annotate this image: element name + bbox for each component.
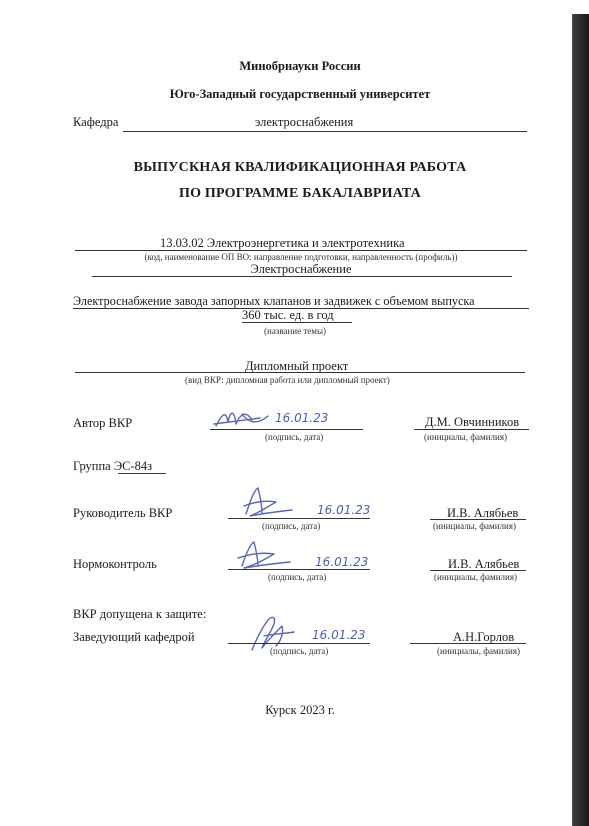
head-name-caption: (инициалы, фамилия)	[437, 646, 520, 656]
work-type-underline	[75, 372, 525, 373]
author-label: Автор ВКР	[73, 416, 133, 430]
normcontrol-sig-caption: (подпись, дата)	[268, 572, 327, 582]
normcontrol-signature	[230, 538, 292, 572]
author-name: Д.М. Овчинников	[425, 415, 520, 429]
normcontrol-name-underline	[430, 570, 526, 571]
head-of-department-label: Заведующий кафедрой	[73, 630, 195, 644]
direction-caption: (код, наименование ОП ВО: направление подготовки, направленность (профиль))	[144, 252, 458, 262]
supervisor-label: Руководитель ВКР	[73, 506, 173, 520]
author-name-caption: (инициалы, фамилия)	[424, 432, 507, 442]
normcontrol-label: Нормоконтроль	[73, 557, 157, 571]
supervisor-sig-underline	[228, 518, 370, 519]
normcontrol-name: И.В. Алябьев	[448, 557, 520, 571]
profile-underline	[92, 276, 512, 277]
topic-line1: Электроснабжение завода запорных клапанов и задвижек с объемом выпуска	[73, 294, 475, 308]
supervisor-name: И.В. Алябьев	[447, 506, 519, 520]
group-text: Группа ЭС-84з	[73, 459, 153, 473]
author-sig-underline	[210, 429, 363, 430]
direction-value: 13.03.02 Электроэнергетика и электротехника	[160, 236, 405, 250]
admission-text: ВКР допущена к защите:	[73, 607, 207, 621]
supervisor-date: 16.01.23	[317, 503, 371, 517]
department-underline	[123, 131, 527, 132]
city-year: Курск 2023 г.	[265, 703, 335, 717]
direction-underline	[75, 250, 527, 251]
head-date: 16.01.23	[312, 628, 366, 642]
document-title-line1: ВЫПУСКНАЯ КВАЛИФИКАЦИОННАЯ РАБОТА	[133, 160, 467, 175]
university-name: Юго-Западный государственный университет	[169, 87, 431, 101]
supervisor-signature	[236, 484, 296, 522]
document-title-line2: ПО ПРОГРАММЕ БАКАЛАВРИАТА	[179, 186, 421, 201]
head-sig-caption: (подпись, дата)	[270, 646, 329, 656]
head-sig-underline	[228, 643, 370, 644]
topic-caption: (название темы)	[264, 326, 327, 336]
normcontrol-name-caption: (инициалы, фамилия)	[434, 572, 517, 582]
work-type-value: Дипломный проект	[245, 359, 349, 373]
normcontrol-sig-underline	[228, 569, 370, 570]
work-type-caption: (вид ВКР: дипломная работа или дипломный проект)	[185, 375, 390, 385]
group-underline	[118, 473, 166, 474]
author-sig-caption: (подпись, дата)	[265, 432, 324, 442]
supervisor-sig-caption: (подпись, дата)	[262, 521, 321, 531]
department-label: Кафедра	[73, 115, 119, 129]
author-date: 16.01.23	[275, 411, 329, 425]
ministry-name: Минобрнауки России	[239, 59, 361, 73]
profile-value: Электроснабжение	[250, 262, 352, 276]
department-value: электроснабжения	[255, 115, 354, 129]
supervisor-name-underline	[430, 519, 526, 520]
normcontrol-date: 16.01.23	[315, 555, 369, 569]
head-name: А.Н.Горлов	[453, 630, 515, 644]
author-name-underline	[414, 429, 529, 430]
topic-line2: 360 тыс. ед. в год	[242, 308, 334, 322]
supervisor-name-caption: (инициалы, фамилия)	[433, 521, 516, 531]
topic-underline2	[242, 322, 352, 323]
head-name-underline	[410, 643, 526, 644]
